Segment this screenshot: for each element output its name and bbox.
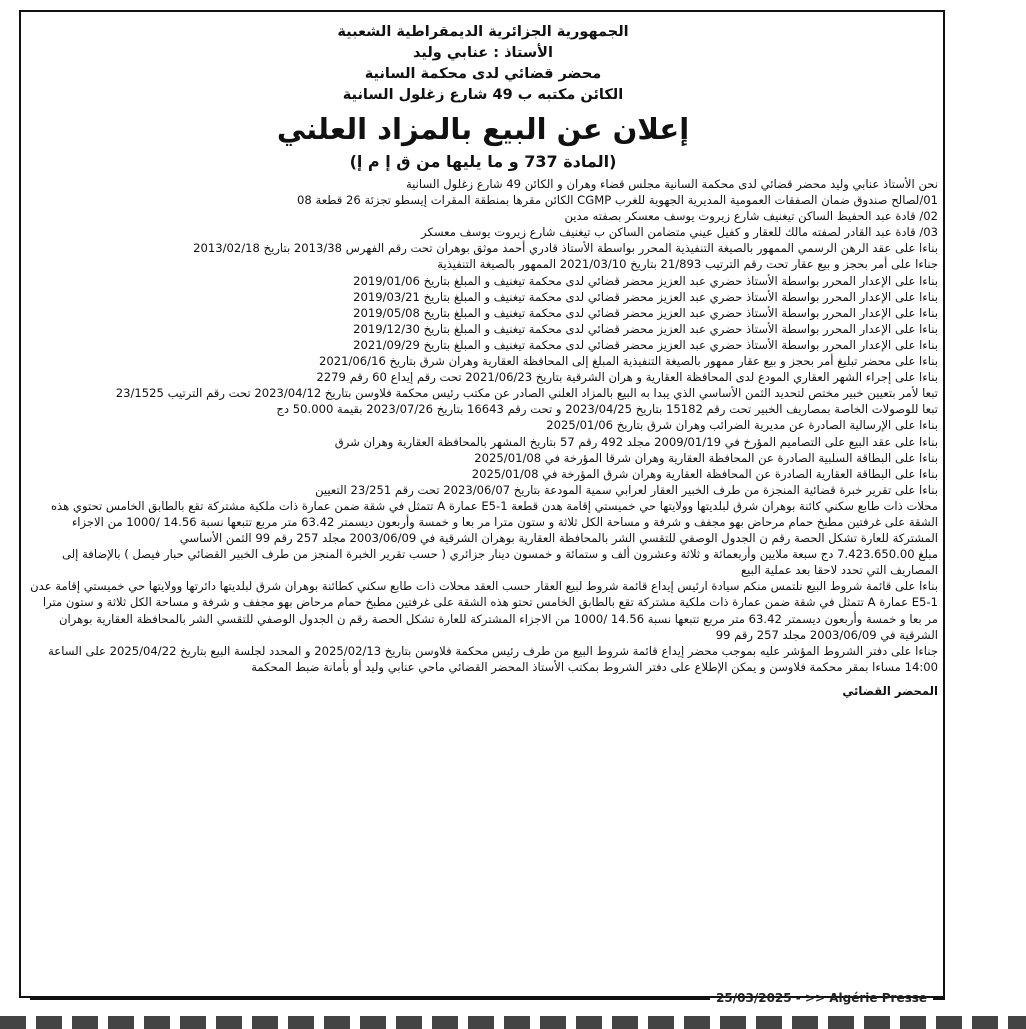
- footer-rule: [30, 997, 710, 1000]
- paragraph: بناءا على عقد البيع على التصاميم المؤرخ في 2009/01/19 مجلد 492 رقم 57 بتاريخ المشهر بالمحافظة العقارية وهران شرق: [334, 434, 938, 449]
- paragraph: تبعا لأمر بتعيين خبير مختص لتحديد الثمن الأساسي الذي يبدا به البيع بالمزاد العلني الصادر عن مكتب رئيس محكمة فلاوسن بتاريخ 2023/04/12 تحت رقم الترتيب 23/1525: [115, 386, 938, 401]
- paragraph: بناءا على الإرسالية الصادرة عن مديرية الضرائب وهران شرق بتاريخ 2025/01/06: [546, 418, 938, 433]
- footer-source-text: 25/03/2025 - >> Algérie Presse: [716, 991, 927, 1005]
- paragraph: بناءا على الإعدار المحرر بواسطة الأستاذ حضري عبد العزيز محضر قضائي لدى محكمة تيغنيف و المبلغ بتاريخ 2019/03/21: [353, 289, 938, 304]
- announcement-body: [28, 176, 938, 675]
- bailiff-name: الأستاذ : عنابي وليد: [413, 45, 553, 61]
- paragraph: 01/لصالح صندوق ضمان الصفقات العمومية المديرية الجهوية للغرب CGMP الكائن مقرها بمنطقة المقرات إيسطو تجزئة 26 قطعة 08: [297, 193, 938, 208]
- dashed-divider: [0, 1016, 1026, 1029]
- paragraph: بناءا على قائمة شروط البيع نلتمس منكم سيادة ارئيس إيداع قائمة شروط لبيع العقار حسب العقد محلات ذات طابع سكني كطائنة بوهران شرق لبلديتها دائرتها وولايتها حي خميستي إقامة عدن E5-1 عمارة A تتمثل في شقة ضمن عمارة ذات ملكية مشتركة تقع بالطابق الخامس تحتو هذه الشقة على غرفتين مطبخ حمام مرحاض بهو مجفف و شرفة و مساحة الكل ثلاثة و ستون مترا مر بعا و خمسة وأربعون ديسمتر 63.42 متر مربع تتبعها نسبة 14.56 /1000 من الاجزاء المشتركة للعارة تشكل الحصة رقم ن الجدول الوصفي للتقسي الشر بالمحافظة العقارية بوهران الشرقية في 2003/06/09 مجلد 257 رقم 99: [30, 579, 938, 642]
- paragraph: بناءا على الإعدار المحرر بواسطة الأستاذ حضري عبد العزيز محضر قضائي لدى محكمة تيغنيف و المبلغ بتاريخ 2019/01/06: [353, 273, 938, 288]
- paragraph: جناءا على أمر بحجز و بيع عقار تحت رقم الترتيب 21/893 بتاريخ 2021/03/10 الممهور بالصيغة التنفيذية: [437, 257, 938, 272]
- announcement-title: إعلان عن البيع بالمزاد العلني: [276, 112, 690, 146]
- paragraph: بناءا على الإعدار المحرر بواسطة الأستاذ حضري عبد العزيز محضر قضائي لدى محكمة تيغنيف و المبلغ بتاريخ 2021/09/29: [353, 337, 938, 352]
- paragraph: نحن الأستاذ عنابي وليد محضر قضائي لدى محكمة السانية مجلس قضاء وهران و الكائن 49 شارع زغلول السانية: [405, 177, 938, 191]
- paragraph: بناءا على عقد الرهن الرسمي الممهور بالصيغة التنفيذية المحرر بواسطة الأستاذ قادري أحمد موثق بوهران تحت رقم الفهرس 2013/38 بتاريخ 2013/02/18: [193, 241, 938, 256]
- paragraph: بناءا على محضر تبليغ أمر بحجز و بيع عقار ممهور بالصيغة التنفيذية المبلغ إلى المحافظة العقارية وهران شرق بتاريخ 2021/06/16: [319, 354, 938, 369]
- paragraph: جناءا على دفتر الشروط المؤشر عليه بموجب محضر إيداع قائمة شروط البيع من طرف رئيس محكمة فلاوسن بتاريخ 2025/02/13 و المحدد لجلسة البيع بتاريخ 2025/04/22 على الساعة 14:00 مساءا بمقر محكمة فلاوسن و يمكن الإطلاع على دفتر الشروط بمكتب الأستاذ المحضر القضائي ماحي عنابي وليد أو بأمانة ضبط المحكمة: [48, 643, 938, 674]
- footer-rule-end: [933, 997, 945, 1000]
- footer-bar: [30, 988, 945, 1008]
- paragraph: بناءا على الإعدار المحرر بواسطة الأستاذ حضري عبد العزيز محضر قضائي لدى محكمة تيغنيف و المبلغ بتاريخ 2019/12/30: [353, 321, 938, 336]
- paragraph: مبلغ 7.423.650.00 دج سبعة ملايين وأربعمائة و ثلاثة وعشرون ألف و ستمائة و خمسون دينار جزائري ( حسب تقرير الخبرة المنجز من طرف الخبير القضائي حبار فيصل ) بالإضافة إلى المصاريف التي تحدد لاحقا بعد عملية البيع: [61, 547, 938, 578]
- paragraph: بناءا على البطاقة السلبية الصادرة عن المحافظة العقارية وهران شرقا المؤرخة في 2025/01/08: [474, 450, 938, 465]
- paragraph: 02/ قادة عبد الحفيظ الساكن تيغنيف شارع زيروت يوسف معسكر بصفته مدين: [564, 209, 938, 224]
- paragraph: بناءا على البطاقة العقارية الصادرة عن المحافظة العقارية وهران شرق المؤرخة في 2025/01/08: [471, 466, 938, 481]
- legal-article: (المادة 737 و ما يليها من ق إ م إ): [349, 152, 617, 171]
- announcement-document: [28, 22, 938, 698]
- republic-heading: الجمهورية الجزائرية الديمقراطية الشعبية: [337, 24, 629, 40]
- paragraph: تبعا للوصولات الخاصة بمصاريف الخبير تحت رقم 15182 بتاريخ 2023/04/25 و تحت رقم 16643 بتاريخ 2023/07/26 بقيمة 50.000 دج: [276, 402, 938, 417]
- signature-label: المحضر القضائي: [842, 683, 938, 698]
- paragraph: بناءا على إجراء الشهر العقاري المودع لدى المحافظة العقارية و هران الشرقية بتاريخ 2021/06/23 تحت رقم إيداع 60 رقم 2279: [316, 370, 938, 385]
- bailiff-address: الكائن مكتبه ب 49 شارع زغلول السانية: [342, 87, 624, 103]
- bailiff-court: محضر قضائي لدى محكمة السانية: [364, 66, 602, 82]
- paragraph: محلات ذات طابع سكني كائنة بوهران شرق لبلديتها وولايتها حي خميستي إقامة هدن قطعة E5-1 عمارة A تتمثل في شقة ضمن عمارة ذات ملكية مشتركة تقع بالطابق الخامس تحتوي هذه الشقة على غرفتين مطبخ حمام مرحاض بهو مجفف و شرفة و مساحة الكل ثلاثة و ستون مترا مر بعا و خمسة وأربعون ديسمتر 63.42 متر مربع تتبعها نسبة 14.56 /1000 من الاجزاء المشتركة للعارة تشكل الحصة رقم ن الجدول الوصفي للتقسي الشر بالمحافظة العقارية بوهران الشرقية في 2003/06/09 مجلد 257 رقم 99 الثمن الأساسي: [50, 498, 938, 546]
- paragraph: بناءا على تقرير خبرة قضائية المنجزة من طرف الخبير العقار لعرابي سمية المودعة بتاريخ 2023/06/07 تحت رقم 23/251 التعيين: [315, 482, 938, 497]
- paragraph: بناءا على الإعدار المحرر بواسطة الأستاذ حضري عبد العزيز محضر قضائي لدى محكمة تيغنيف و المبلغ بتاريخ 2019/05/08: [353, 305, 938, 320]
- paragraph: 03/ قادة عبد القادر لصفته مالك للعقار و كفيل عيني متضامن الساكن ب تيغنيف شارع زيروت يوسف معسكر: [421, 225, 938, 240]
